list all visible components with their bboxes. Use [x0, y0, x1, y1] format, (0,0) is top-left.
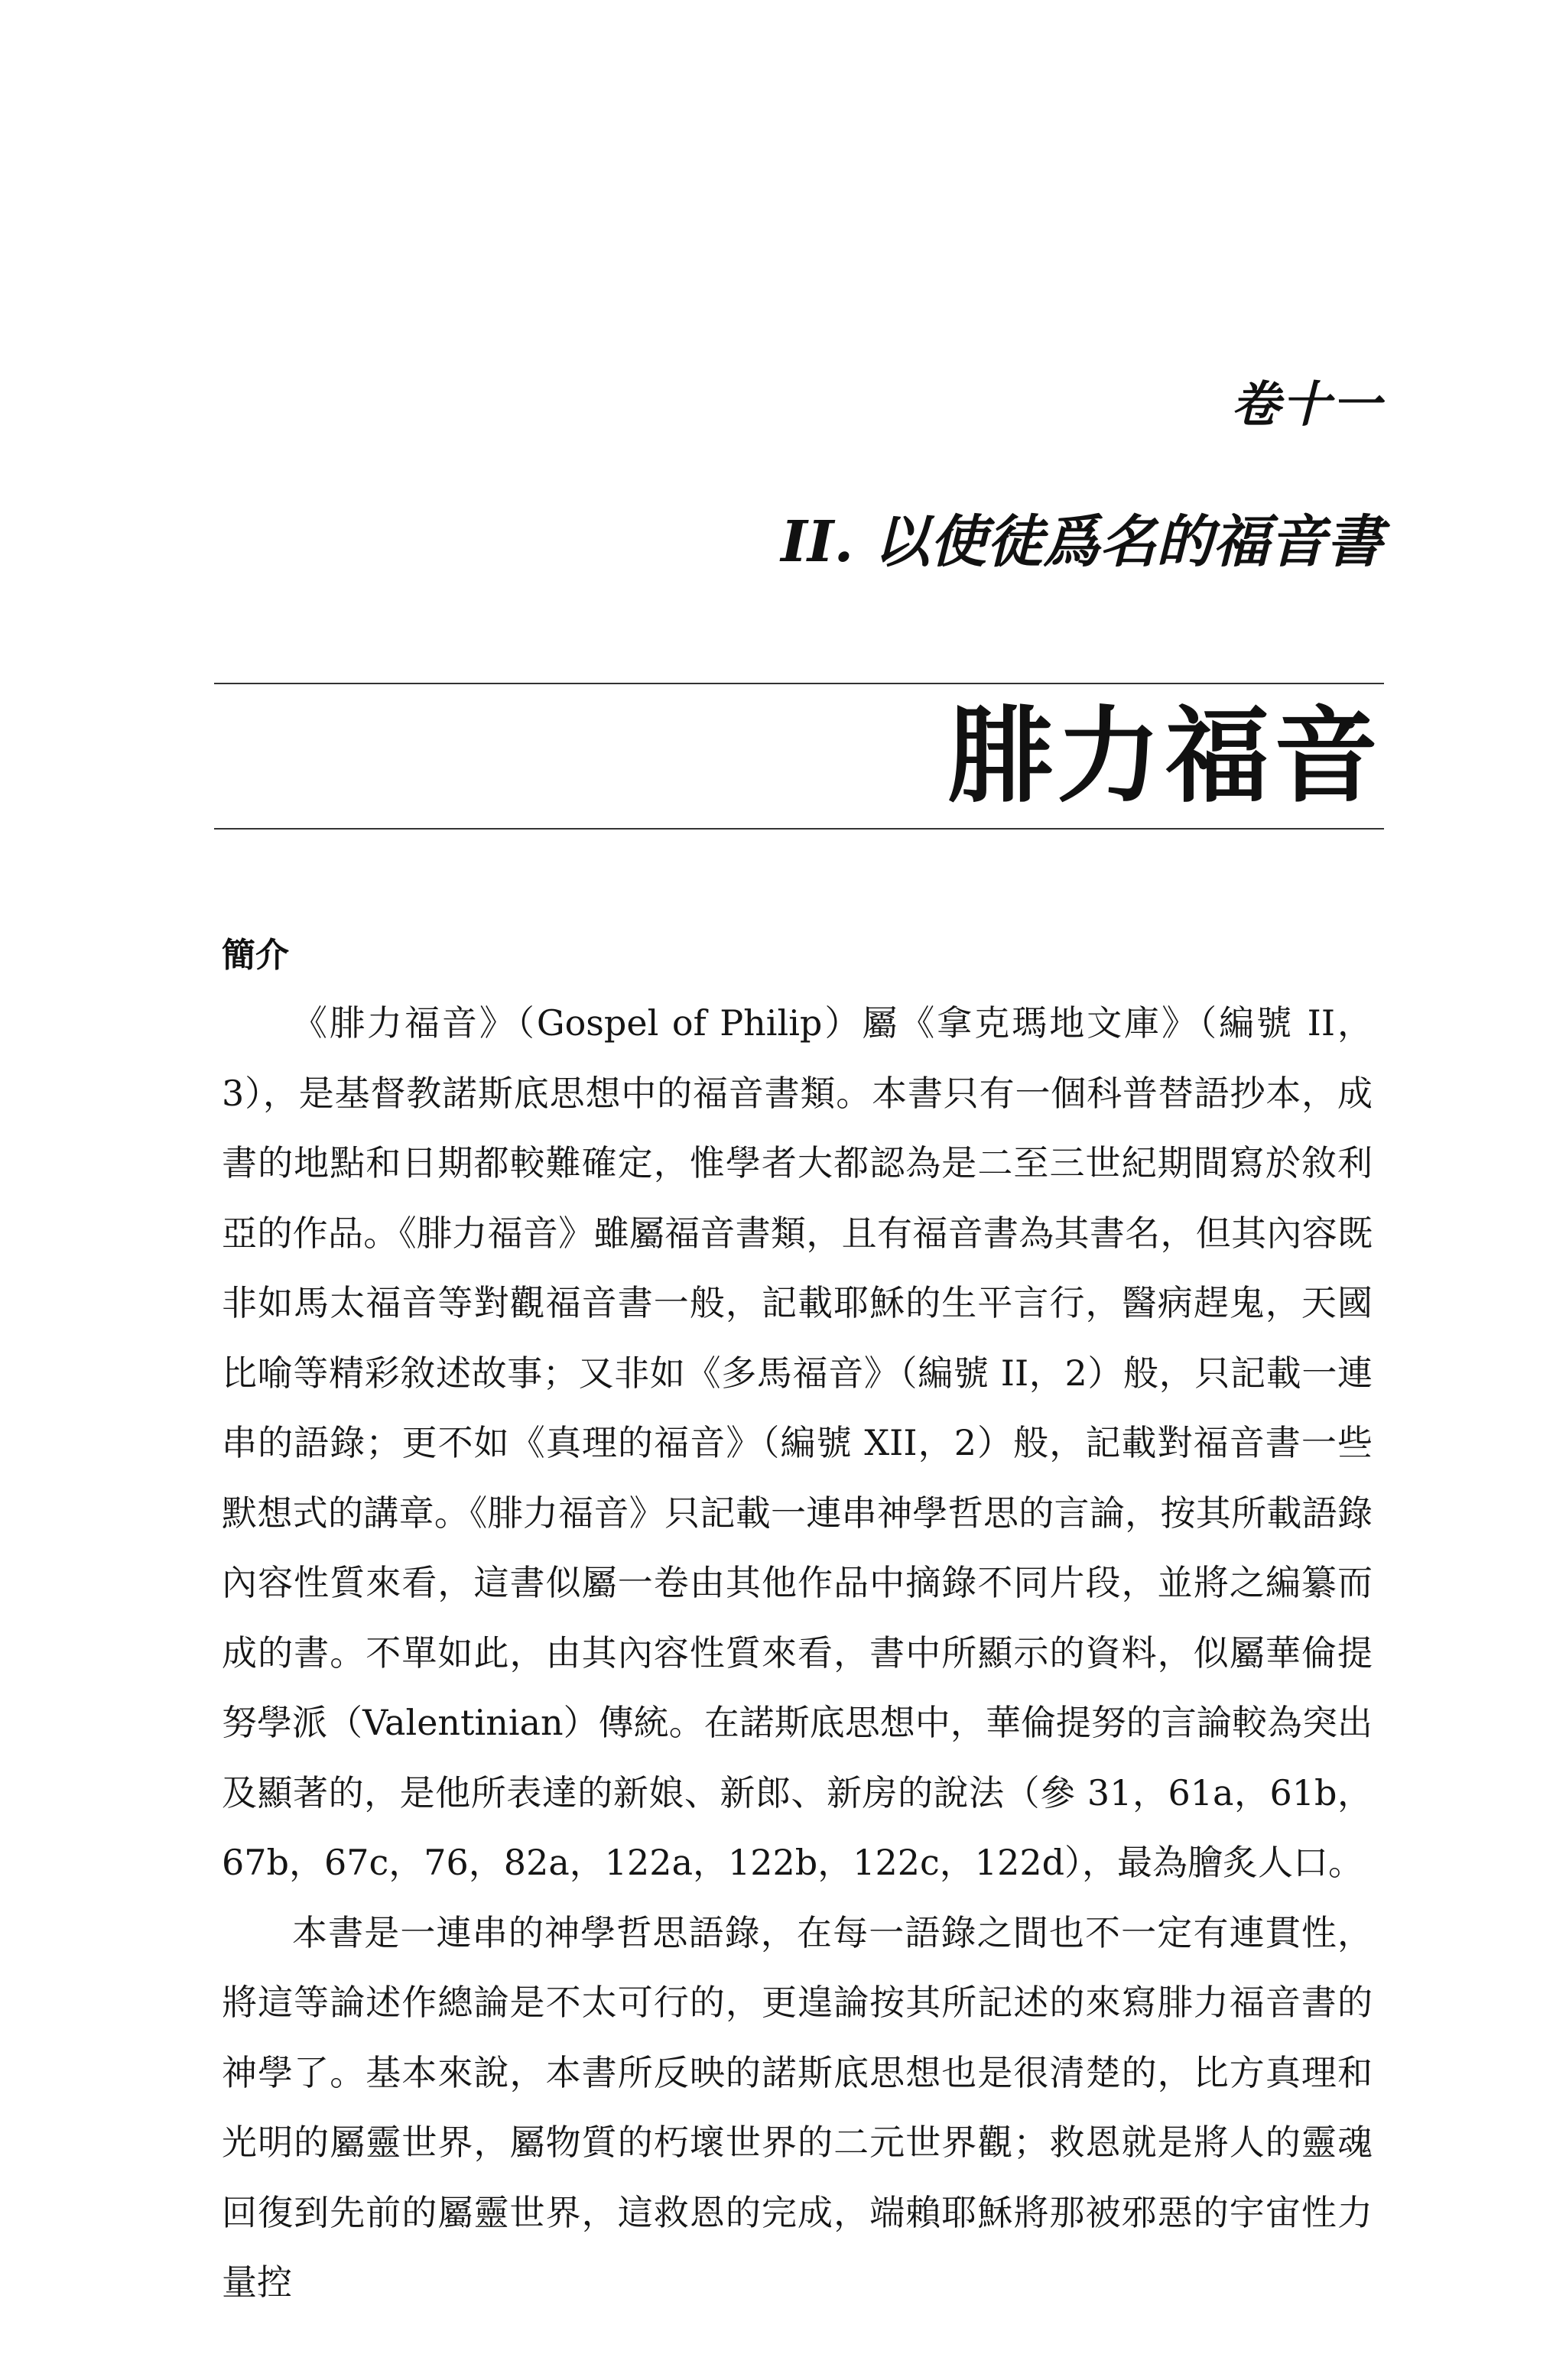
section-title: II. 以使徒爲名的福音書	[781, 509, 1382, 575]
title-rule-top	[214, 683, 1384, 684]
intro-heading: 簡介	[222, 936, 289, 975]
intro-paragraph-2: 本書是一連串的神學哲思語錄，在每一語錄之間也不一定有連貫性，將這等論述作總論是不太可行的，更遑論按其所記述的來寫腓力福音書的神學了。基本來說，本書所反映的諾斯底思想也是很清楚的，比方真理和光明的屬靈世界，屬物質的朽壞世界的二元世界觀；救恩就是將人的靈魂回復到先前的屬靈世界，這救恩的完成，端賴耶穌將那被邪惡的宇宙性力量控	[222, 1911, 1373, 2303]
intro-paragraph-1: 《腓力福音》（Gospel of Philip）屬《拿克瑪地文庫》（編號 II，3），是基督教諾斯底思想中的福音書類。本書只有一個科普替語抄本，成書的地點和日期都較難確定，惟學者大都認為是二至三世紀期間寫於敘利亞的作品。《腓力福音》雖屬福音書類，且有福音書為其書名，但其內容既非如馬太福音等對觀福音書一般，記載耶穌的生平言行，醫病趕鬼，天國比喻等精彩敘述故事；又非如《多馬福音》（編號 II，2）般，只記載一連串的語錄；更不如《真理的福音》（編號 XII，2）般，記載對福音書一些默想式的講章。《腓力福音》只記載一連串神學哲思的言論，按其所載語錄內容性質來看，這書似屬一卷由其他作品中摘錄不同片段，並將之編纂而成的書。不單如此，由其內容性質來看，書中所顯示的資料，似屬華倫提努學派（Valentinian）傳統。在諾斯底思想中，華倫提努的言論較為突出及顯著的，是他所表達的新娘、新郎、新房的說法（參 31，61a，61b，67b，67c，76，82a，122a，122b，122c，122d），最為膾炙人口。	[222, 1002, 1373, 1883]
title-rule-bottom	[214, 828, 1384, 830]
volume-label: 卷十一	[1231, 376, 1382, 433]
body-text	[222, 989, 1373, 2318]
gospel-title: 腓力福音	[948, 696, 1382, 817]
